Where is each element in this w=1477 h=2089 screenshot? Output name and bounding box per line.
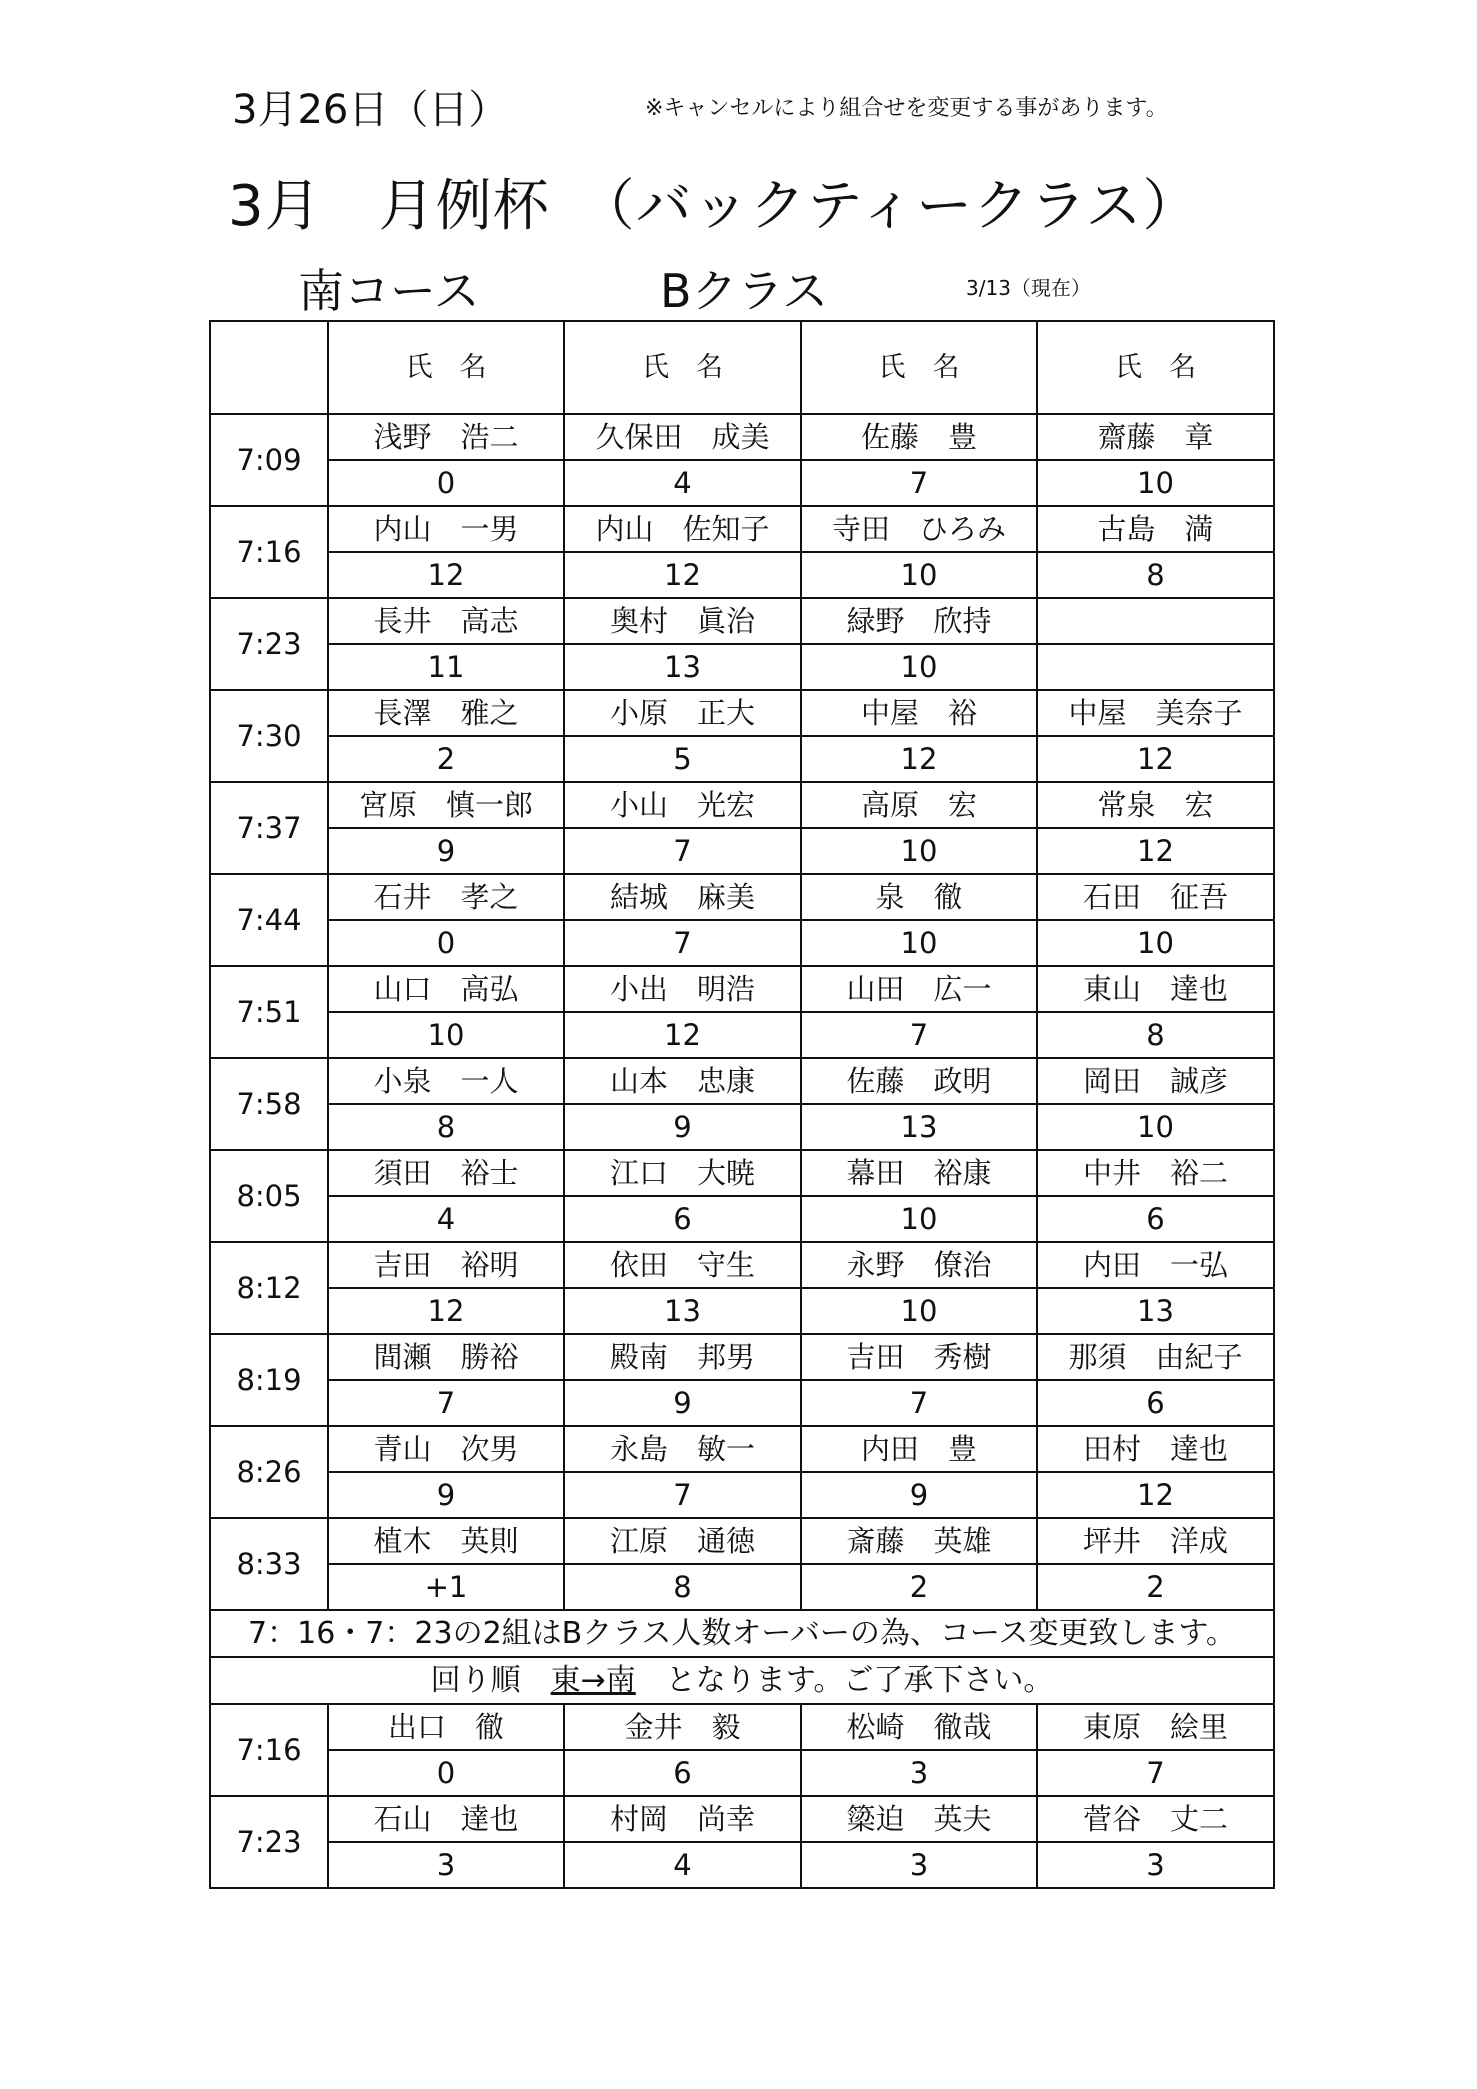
table-row bbox=[210, 920, 1274, 966]
player-name: 内田 豊 bbox=[801, 1426, 1037, 1472]
player-handicap: 12 bbox=[564, 552, 801, 598]
player-name: 依田 守生 bbox=[564, 1242, 801, 1288]
header-name-cell: 氏 名 bbox=[328, 321, 564, 414]
player-name: 泉 徹 bbox=[801, 874, 1037, 920]
player-name: 間瀬 勝裕 bbox=[328, 1334, 564, 1380]
player-name: 古島 満 bbox=[1037, 506, 1274, 552]
player-handicap: 7 bbox=[564, 828, 801, 874]
player-name: 山本 忠康 bbox=[564, 1058, 801, 1104]
tee-time: 8:33 bbox=[210, 1518, 328, 1610]
player-name: 小山 光宏 bbox=[564, 782, 801, 828]
player-name: 常泉 宏 bbox=[1037, 782, 1274, 828]
player-name: 内山 佐知子 bbox=[564, 506, 801, 552]
player-name: 佐藤 政明 bbox=[801, 1058, 1037, 1104]
table-row bbox=[210, 1796, 1274, 1842]
player-handicap: 7 bbox=[1037, 1750, 1274, 1796]
notice-row bbox=[210, 1610, 1274, 1657]
player-name: 内山 一男 bbox=[328, 506, 564, 552]
tee-time: 7:16 bbox=[210, 1704, 328, 1796]
player-name: 江原 通徳 bbox=[564, 1518, 801, 1564]
player-handicap: 2 bbox=[801, 1564, 1037, 1610]
tee-time: 8:26 bbox=[210, 1426, 328, 1518]
player-handicap: 12 bbox=[328, 1288, 564, 1334]
player-handicap: 10 bbox=[801, 552, 1037, 598]
player-name: 永野 僚治 bbox=[801, 1242, 1037, 1288]
player-handicap: 12 bbox=[328, 552, 564, 598]
player-handicap: 12 bbox=[1037, 1472, 1274, 1518]
player-name: 内田 一弘 bbox=[1037, 1242, 1274, 1288]
player-name: 山口 高弘 bbox=[328, 966, 564, 1012]
player-handicap: 10 bbox=[1037, 920, 1274, 966]
player-handicap: 10 bbox=[801, 644, 1037, 690]
table-row bbox=[210, 1380, 1274, 1426]
player-handicap: 12 bbox=[1037, 736, 1274, 782]
player-handicap: 8 bbox=[564, 1564, 801, 1610]
player-handicap: 7 bbox=[564, 920, 801, 966]
player-name: 殿南 邦男 bbox=[564, 1334, 801, 1380]
player-name: 簗迫 英夫 bbox=[801, 1796, 1037, 1842]
player-handicap: 6 bbox=[564, 1750, 801, 1796]
tee-time: 7:23 bbox=[210, 1796, 328, 1888]
player-handicap: 10 bbox=[801, 920, 1037, 966]
table-header-row bbox=[210, 321, 1274, 414]
table-row bbox=[210, 1426, 1274, 1472]
table-row bbox=[210, 1104, 1274, 1150]
table-row bbox=[210, 1242, 1274, 1288]
player-name: 浅野 浩二 bbox=[328, 414, 564, 460]
player-handicap: 10 bbox=[801, 828, 1037, 874]
rotation-prefix: 回り順 bbox=[430, 1662, 551, 1698]
table-row bbox=[210, 598, 1274, 644]
player-handicap: 13 bbox=[564, 644, 801, 690]
player-handicap: 6 bbox=[1037, 1380, 1274, 1426]
player-handicap: 0 bbox=[328, 460, 564, 506]
player-name: 江口 大暁 bbox=[564, 1150, 801, 1196]
table-row bbox=[210, 782, 1274, 828]
player-name: 植木 英則 bbox=[328, 1518, 564, 1564]
player-name: 石山 達也 bbox=[328, 1796, 564, 1842]
player-name: 幕田 裕康 bbox=[801, 1150, 1037, 1196]
table-row bbox=[210, 1288, 1274, 1334]
table-row bbox=[210, 1012, 1274, 1058]
header-name-cell: 氏 名 bbox=[564, 321, 801, 414]
player-name bbox=[1037, 598, 1274, 644]
player-name: 松崎 徹哉 bbox=[801, 1704, 1037, 1750]
player-name: 小出 明浩 bbox=[564, 966, 801, 1012]
page-title: 3月 月例杯 （バックティークラス） bbox=[228, 174, 1200, 239]
player-handicap: 10 bbox=[801, 1196, 1037, 1242]
player-name: 金井 毅 bbox=[564, 1704, 801, 1750]
table-row bbox=[210, 736, 1274, 782]
tee-time: 7:44 bbox=[210, 874, 328, 966]
player-handicap: 3 bbox=[328, 1842, 564, 1888]
table-row bbox=[210, 1704, 1274, 1750]
player-handicap: 4 bbox=[564, 460, 801, 506]
player-handicap: 6 bbox=[564, 1196, 801, 1242]
player-handicap: 13 bbox=[1037, 1288, 1274, 1334]
course-change-notice: 7：16・7：23の2組はBクラス人数オーバーの為、コース変更致します。 bbox=[210, 1610, 1274, 1657]
player-handicap: 10 bbox=[1037, 460, 1274, 506]
player-handicap: 8 bbox=[1037, 552, 1274, 598]
tee-time: 7:16 bbox=[210, 506, 328, 598]
player-handicap: 8 bbox=[328, 1104, 564, 1150]
table-row bbox=[210, 1518, 1274, 1564]
player-handicap: 12 bbox=[1037, 828, 1274, 874]
pairing-table bbox=[209, 320, 1275, 1889]
rotation-notice bbox=[210, 1657, 1274, 1704]
player-name: 石井 孝之 bbox=[328, 874, 564, 920]
player-name: 石田 征吾 bbox=[1037, 874, 1274, 920]
player-name: 長澤 雅之 bbox=[328, 690, 564, 736]
player-name: 久保田 成美 bbox=[564, 414, 801, 460]
player-name: 宮原 慎一郎 bbox=[328, 782, 564, 828]
course-label: 南コース bbox=[298, 264, 480, 318]
player-handicap: 4 bbox=[328, 1196, 564, 1242]
player-handicap: 7 bbox=[564, 1472, 801, 1518]
rotation-route: 東→南 bbox=[550, 1662, 636, 1698]
player-handicap: 13 bbox=[564, 1288, 801, 1334]
tee-time: 7:58 bbox=[210, 1058, 328, 1150]
event-date: 3月26日（日） bbox=[232, 87, 509, 133]
table-row bbox=[210, 690, 1274, 736]
player-name: 出口 徹 bbox=[328, 1704, 564, 1750]
player-handicap: 2 bbox=[1037, 1564, 1274, 1610]
player-name: 菅谷 丈二 bbox=[1037, 1796, 1274, 1842]
header-name-cell: 氏 名 bbox=[1037, 321, 1274, 414]
player-handicap: 9 bbox=[564, 1380, 801, 1426]
player-name: 山田 広一 bbox=[801, 966, 1037, 1012]
cancellation-notice: ※キャンセルにより組合せを変更する事があります。 bbox=[645, 96, 1168, 121]
player-handicap: 9 bbox=[564, 1104, 801, 1150]
player-name: 結城 麻美 bbox=[564, 874, 801, 920]
table-row bbox=[210, 1058, 1274, 1104]
tee-time: 7:51 bbox=[210, 966, 328, 1058]
player-name: 中屋 美奈子 bbox=[1037, 690, 1274, 736]
player-name: 奥村 眞治 bbox=[564, 598, 801, 644]
player-name: 寺田 ひろみ bbox=[801, 506, 1037, 552]
player-name: 中屋 裕 bbox=[801, 690, 1037, 736]
player-handicap bbox=[1037, 644, 1274, 690]
player-handicap: 12 bbox=[801, 736, 1037, 782]
player-handicap: 13 bbox=[801, 1104, 1037, 1150]
player-handicap: 9 bbox=[328, 828, 564, 874]
table-row bbox=[210, 1196, 1274, 1242]
player-name: 村岡 尚幸 bbox=[564, 1796, 801, 1842]
player-name: 齋藤 章 bbox=[1037, 414, 1274, 460]
player-name: 長井 高志 bbox=[328, 598, 564, 644]
table-row bbox=[210, 1564, 1274, 1610]
player-name: 永島 敏一 bbox=[564, 1426, 801, 1472]
rotation-suffix: となります。ご了承下さい。 bbox=[635, 1662, 1054, 1698]
table-row bbox=[210, 506, 1274, 552]
player-handicap: 0 bbox=[328, 920, 564, 966]
player-handicap: +1 bbox=[328, 1564, 564, 1610]
class-label: Bクラス bbox=[660, 264, 829, 318]
player-name: 東山 達也 bbox=[1037, 966, 1274, 1012]
as-of-date: 3/13（現在） bbox=[966, 276, 1091, 300]
table-row bbox=[210, 552, 1274, 598]
player-name: 田村 達也 bbox=[1037, 1426, 1274, 1472]
player-handicap: 7 bbox=[328, 1380, 564, 1426]
player-handicap: 7 bbox=[801, 1380, 1037, 1426]
player-handicap: 10 bbox=[328, 1012, 564, 1058]
player-handicap: 6 bbox=[1037, 1196, 1274, 1242]
tee-time: 7:30 bbox=[210, 690, 328, 782]
table-row bbox=[210, 966, 1274, 1012]
player-name: 那須 由紀子 bbox=[1037, 1334, 1274, 1380]
table-row bbox=[210, 1750, 1274, 1796]
tee-time: 7:23 bbox=[210, 598, 328, 690]
player-name: 坪井 洋成 bbox=[1037, 1518, 1274, 1564]
player-handicap: 7 bbox=[801, 460, 1037, 506]
player-name: 小泉 一人 bbox=[328, 1058, 564, 1104]
tee-time: 7:09 bbox=[210, 414, 328, 506]
player-handicap: 10 bbox=[1037, 1104, 1274, 1150]
table-row bbox=[210, 1472, 1274, 1518]
player-handicap: 0 bbox=[328, 1750, 564, 1796]
player-handicap: 7 bbox=[801, 1012, 1037, 1058]
player-handicap: 10 bbox=[801, 1288, 1037, 1334]
table-row bbox=[210, 460, 1274, 506]
table-row bbox=[210, 828, 1274, 874]
player-name: 佐藤 豊 bbox=[801, 414, 1037, 460]
tee-time: 8:12 bbox=[210, 1242, 328, 1334]
player-name: 小原 正大 bbox=[564, 690, 801, 736]
player-handicap: 11 bbox=[328, 644, 564, 690]
player-handicap: 3 bbox=[1037, 1842, 1274, 1888]
header-name-cell: 氏 名 bbox=[801, 321, 1037, 414]
player-handicap: 9 bbox=[801, 1472, 1037, 1518]
player-handicap: 3 bbox=[801, 1842, 1037, 1888]
player-name: 中井 裕二 bbox=[1037, 1150, 1274, 1196]
player-handicap: 12 bbox=[564, 1012, 801, 1058]
player-name: 吉田 秀樹 bbox=[801, 1334, 1037, 1380]
player-handicap: 8 bbox=[1037, 1012, 1274, 1058]
notice-row bbox=[210, 1657, 1274, 1704]
table-row bbox=[210, 1150, 1274, 1196]
table-row bbox=[210, 414, 1274, 460]
player-handicap: 3 bbox=[801, 1750, 1037, 1796]
player-name: 東原 絵里 bbox=[1037, 1704, 1274, 1750]
table-row bbox=[210, 1842, 1274, 1888]
table-row bbox=[210, 1334, 1274, 1380]
player-name: 須田 裕士 bbox=[328, 1150, 564, 1196]
player-handicap: 9 bbox=[328, 1472, 564, 1518]
player-name: 青山 次男 bbox=[328, 1426, 564, 1472]
player-name: 高原 宏 bbox=[801, 782, 1037, 828]
tee-time: 8:05 bbox=[210, 1150, 328, 1242]
player-name: 斎藤 英雄 bbox=[801, 1518, 1037, 1564]
player-name: 岡田 誠彦 bbox=[1037, 1058, 1274, 1104]
header-time-cell bbox=[210, 321, 328, 414]
tee-time: 8:19 bbox=[210, 1334, 328, 1426]
player-name: 吉田 裕明 bbox=[328, 1242, 564, 1288]
tee-time: 7:37 bbox=[210, 782, 328, 874]
table-row bbox=[210, 874, 1274, 920]
player-handicap: 4 bbox=[564, 1842, 801, 1888]
player-name: 緑野 欣持 bbox=[801, 598, 1037, 644]
table-row bbox=[210, 644, 1274, 690]
player-handicap: 2 bbox=[328, 736, 564, 782]
player-handicap: 5 bbox=[564, 736, 801, 782]
